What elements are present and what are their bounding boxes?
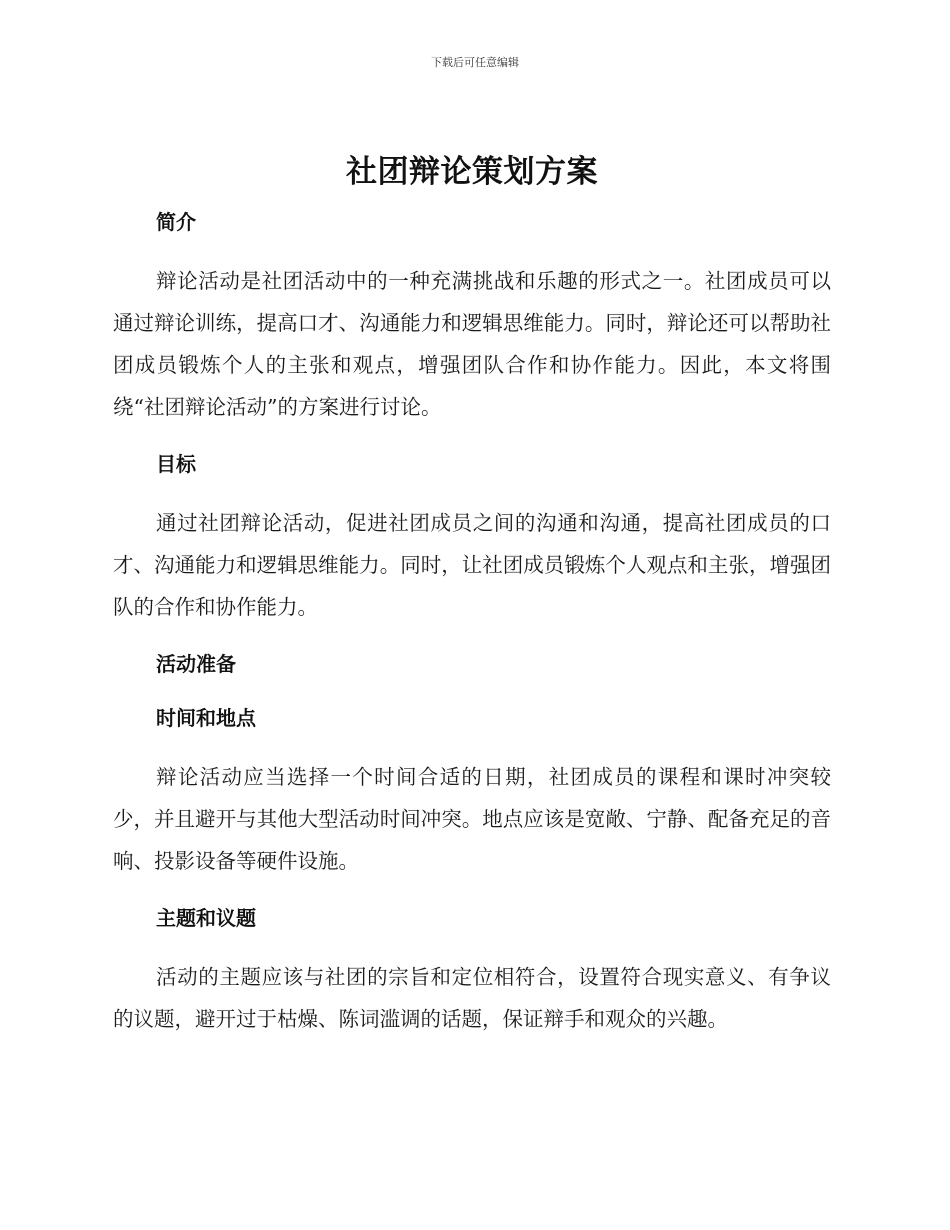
page-header-note: 下载后可任意编辑 — [431, 56, 519, 69]
section-heading-intro: 简介 — [156, 210, 196, 234]
section-heading-goal: 目标 — [156, 452, 196, 476]
section-heading-topic: 主题和议题 — [156, 906, 256, 930]
section-paragraph-intro: 辩论活动是社团活动中的一种充满挑战和乐趣的形式之一。社团成员可以通过辩论训练，提高口才、沟通能力和逻辑思维能力。同时，辩论还可以帮助社团成员锻炼个人的主张和观点，增强团队合作和协作能力。因此，本文将围绕“社团辩论活动”的方案进行讨论。 — [113, 269, 831, 419]
section-heading-preparation: 活动准备 — [156, 652, 236, 676]
document-body — [113, 150, 831, 1040]
section-paragraph-topic: 活动的主题应该与社团的宗旨和定位相符合，设置符合现实意义、有争议的议题，避开过于枯燥、陈词滥调的话题，保证辩手和观众的兴趣。 — [113, 965, 831, 1031]
section-paragraph-time-place: 辩论活动应当选择一个时间合适的日期，社团成员的课程和课时冲突较少，并且避开与其他大型活动时间冲突。地点应该是宽敞、宁静、配备充足的音响、投影设备等硬件设施。 — [113, 765, 831, 873]
section-paragraph-goal: 通过社团辩论活动，促进社团成员之间的沟通和沟通，提高社团成员的口才、沟通能力和逻辑思维能力。同时，让社团成员锻炼个人观点和主张，增强团队的合作和协作能力。 — [113, 511, 831, 619]
section-heading-time-place: 时间和地点 — [156, 706, 256, 730]
document-title: 社团辩论策划方案 — [346, 154, 598, 190]
